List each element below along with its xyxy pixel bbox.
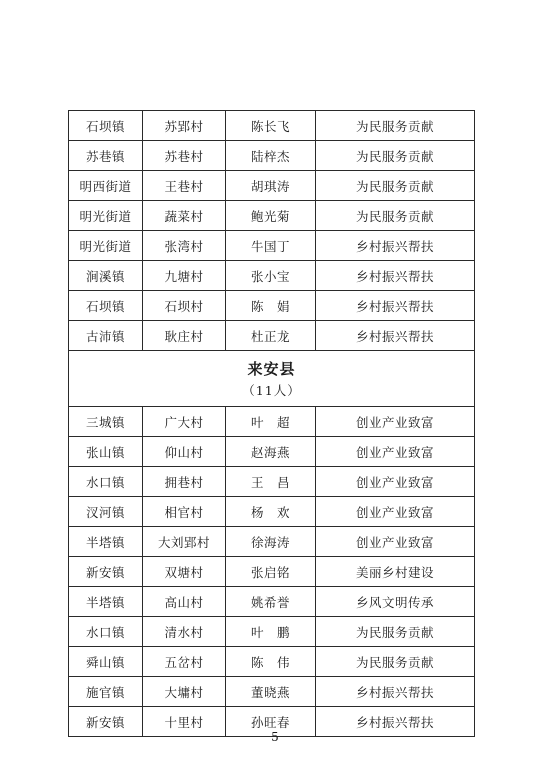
table-row (69, 111, 475, 141)
village-cell: 拥巷村 (143, 467, 226, 497)
category-cell: 创业产业致富 (316, 497, 475, 527)
category-cell: 为民服务贡献 (316, 171, 475, 201)
table-row (69, 261, 475, 291)
village-cell: 仰山村 (143, 437, 226, 467)
category-cell: 乡村振兴帮扶 (316, 677, 475, 707)
name-cell: 胡琪涛 (226, 171, 316, 201)
category-cell: 乡村振兴帮扶 (316, 231, 475, 261)
village-cell: 张湾村 (143, 231, 226, 261)
village-cell: 石坝村 (143, 291, 226, 321)
table-row (69, 617, 475, 647)
name-cell: 董晓燕 (226, 677, 316, 707)
category-cell: 为民服务贡献 (316, 647, 475, 677)
town-cell: 新安镇 (69, 557, 143, 587)
town-cell: 施官镇 (69, 677, 143, 707)
name-cell: 孙旺春 (226, 707, 316, 737)
village-cell: 相官村 (143, 497, 226, 527)
name-cell: 陈 娟 (226, 291, 316, 321)
village-cell: 九塘村 (143, 261, 226, 291)
name-cell: 张启铭 (226, 557, 316, 587)
section-header-cell (69, 351, 475, 407)
town-cell: 明光街道 (69, 231, 143, 261)
page-number: 5 (271, 730, 279, 744)
village-cell: 双塘村 (143, 557, 226, 587)
town-cell: 水口镇 (69, 467, 143, 497)
town-cell: 三城镇 (69, 407, 143, 437)
table-row (69, 467, 475, 497)
name-cell: 陆梓杰 (226, 141, 316, 171)
table-row (69, 527, 475, 557)
county-title: 来安县 (247, 359, 296, 378)
town-cell: 水口镇 (69, 617, 143, 647)
table-body-previous-county (69, 111, 475, 351)
town-cell: 石坝镇 (69, 111, 143, 141)
village-cell: 苏巷村 (143, 141, 226, 171)
category-cell: 乡村振兴帮扶 (316, 291, 475, 321)
table-row (69, 201, 475, 231)
category-cell: 创业产业致富 (316, 407, 475, 437)
name-cell: 姚希誉 (226, 587, 316, 617)
town-cell: 半塔镇 (69, 587, 143, 617)
category-cell: 创业产业致富 (316, 527, 475, 557)
category-cell: 为民服务贡献 (316, 141, 475, 171)
village-cell: 大墉村 (143, 677, 226, 707)
name-cell: 陈长飞 (226, 111, 316, 141)
village-cell: 十里村 (143, 707, 226, 737)
town-cell: 古沛镇 (69, 321, 143, 351)
table-row (69, 141, 475, 171)
name-cell: 张小宝 (226, 261, 316, 291)
category-cell: 为民服务贡献 (316, 617, 475, 647)
table-body-laian-county (69, 407, 475, 737)
table-row (69, 557, 475, 587)
name-cell: 赵海燕 (226, 437, 316, 467)
town-cell: 涧溪镇 (69, 261, 143, 291)
county-count: （11人） (242, 382, 301, 398)
section-header-row (69, 351, 475, 407)
town-cell: 明西街道 (69, 171, 143, 201)
table-row (69, 437, 475, 467)
name-cell: 杜正龙 (226, 321, 316, 351)
village-cell: 蔬菜村 (143, 201, 226, 231)
name-cell: 陈 伟 (226, 647, 316, 677)
town-cell: 汊河镇 (69, 497, 143, 527)
town-cell: 明光街道 (69, 201, 143, 231)
table-row (69, 321, 475, 351)
name-cell: 杨 欢 (226, 497, 316, 527)
honoree-table (68, 110, 475, 737)
table-row (69, 171, 475, 201)
town-cell: 半塔镇 (69, 527, 143, 557)
section-header-row-group (69, 351, 475, 407)
village-cell: 大刘郢村 (143, 527, 226, 557)
table-row (69, 587, 475, 617)
village-cell: 广大村 (143, 407, 226, 437)
name-cell: 王 昌 (226, 467, 316, 497)
table-row (69, 291, 475, 321)
name-cell: 牛国丁 (226, 231, 316, 261)
name-cell: 叶 鹏 (226, 617, 316, 647)
category-cell: 乡村振兴帮扶 (316, 321, 475, 351)
table-row (69, 407, 475, 437)
category-cell: 乡风文明传承 (316, 587, 475, 617)
category-cell: 为民服务贡献 (316, 111, 475, 141)
table-row (69, 677, 475, 707)
town-cell: 张山镇 (69, 437, 143, 467)
town-cell: 新安镇 (69, 707, 143, 737)
category-cell: 乡村振兴帮扶 (316, 261, 475, 291)
town-cell: 石坝镇 (69, 291, 143, 321)
name-cell: 鲍光菊 (226, 201, 316, 231)
category-cell: 为民服务贡献 (316, 201, 475, 231)
village-cell: 清水村 (143, 617, 226, 647)
village-cell: 王巷村 (143, 171, 226, 201)
village-cell: 耿庄村 (143, 321, 226, 351)
category-cell: 创业产业致富 (316, 467, 475, 497)
table-row (69, 231, 475, 261)
village-cell: 五岔村 (143, 647, 226, 677)
name-cell: 叶 超 (226, 407, 316, 437)
category-cell: 创业产业致富 (316, 437, 475, 467)
town-cell: 苏巷镇 (69, 141, 143, 171)
category-cell: 美丽乡村建设 (316, 557, 475, 587)
name-cell: 徐海涛 (226, 527, 316, 557)
village-cell: 高山村 (143, 587, 226, 617)
town-cell: 舜山镇 (69, 647, 143, 677)
category-cell: 乡村振兴帮扶 (316, 707, 475, 737)
village-cell: 苏郢村 (143, 111, 226, 141)
table-row (69, 647, 475, 677)
table-row (69, 497, 475, 527)
